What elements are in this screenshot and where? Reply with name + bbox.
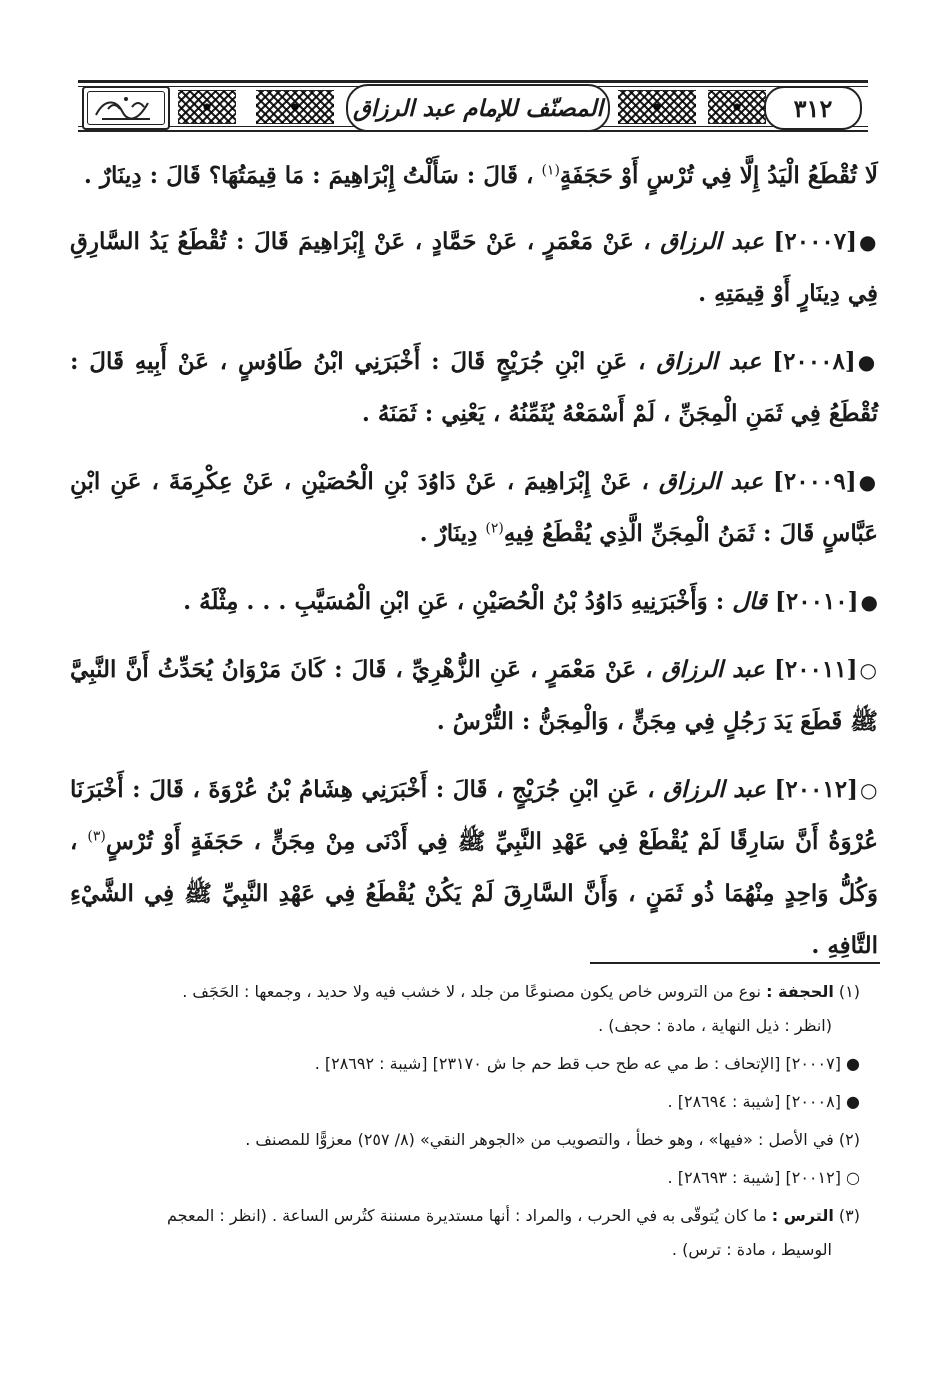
hadith-entry [70, 576, 878, 628]
hadith-entry [70, 336, 878, 440]
ornament-band-left [178, 90, 236, 124]
running-title: المصنّف للإمام عبد الرزاق [353, 94, 603, 122]
hadith-number: [٢٠٠١١] [773, 656, 858, 683]
hadith-entry [70, 764, 878, 972]
entry-marker: ● [857, 350, 878, 374]
footnote [78, 1199, 860, 1267]
page-number: ٣١٢ [793, 93, 833, 123]
footnote [78, 975, 860, 1043]
footnote-term: الترس : [771, 1206, 834, 1225]
hadith-text-after: دِينَارٌ . [419, 520, 478, 547]
footnote [78, 1047, 860, 1081]
hadith-number: [٢٠٠٠٧] [773, 228, 858, 255]
footnote [78, 1161, 860, 1195]
narrator-name: عبد الرزاق [658, 468, 764, 495]
main-text [70, 150, 878, 988]
narrator-name: عبد الرزاق [661, 656, 765, 683]
ornament-band-left-inner [256, 90, 334, 124]
narrator-name: عبد الرزاق [663, 776, 766, 803]
entry-marker: ● [858, 470, 878, 494]
book-logo-emblem [82, 86, 170, 130]
footnote-number: (٣) [838, 1206, 860, 1225]
footnote-text: [٢٠٠١٢] [شيبة : ٢٨٦٩٣] . [667, 1168, 841, 1187]
narrator-name: عبد الرزاق [660, 228, 764, 255]
page-number-box [764, 86, 862, 130]
paragraph-continuation [70, 150, 878, 202]
footnote-text: في الأصل : «فيها» ، وهو خطأ ، والتصويب من «الجوهر النقي» (٨/ ٢٥٧) معزوًّا للمصنف . [245, 1130, 834, 1149]
footnote-ref: (٢) [485, 520, 504, 537]
entry-marker: ○ [860, 778, 878, 802]
footnotes [78, 975, 860, 1271]
footnote-marker: ● [846, 1092, 860, 1111]
paragraph-text-after: ، قَالَ : سَأَلْتُ إِبْرَاهِيمَ : مَا قِيمَتُهَا؟ قَالَ : دِينَارٌ . [83, 162, 534, 189]
entry-marker: ● [860, 590, 878, 614]
running-header [78, 80, 868, 132]
footnote-number: (١) [838, 982, 860, 1001]
hadith-entry [70, 644, 878, 748]
hadith-text: ، عَنْ مَعْمَرٍ ، عَنِ الزُّهْرِيِّ ، قَالَ : كَانَ مَرْوَانُ يُحَدِّثُ أَنَّ النَّبِيَّ ﷺ قَطَعَ يَدَ رَجُلٍ فِي مِجَنٍّ ، وَالْمِجَنُّ : التُّرْسُ . [70, 656, 878, 735]
hadith-text: ، عَنِ ابْنِ جُرَيْجٍ قَالَ : أَخْبَرَنِي ابْنُ طَاوُسٍ ، عَنْ أَبِيهِ قَالَ : تُقْطَعُ فِي ثَمَنِ الْمِجَنِّ ، لَمْ أَسْمَعْهُ يُثَمِّنُهُ ، يَعْنِي : ثَمَنَهُ . [70, 348, 878, 427]
hadith-text: : وَأَخْبَرَنِيهِ دَاوُدُ بْنُ الْحُصَيْنِ ، عَنِ ابْنِ الْمُسَيَّبِ . . . مِثْلَهُ . [183, 588, 725, 615]
hadith-number: [٢٠٠١٢] [774, 776, 859, 803]
ornament-band-right-inner [618, 90, 696, 124]
footnote-text-continued: الوسيط ، مادة : ترس) . [671, 1240, 832, 1259]
entry-marker: ○ [859, 658, 878, 682]
hadith-text: ، عَنْ إِبْرَاهِيمَ ، عَنْ دَاوُدَ بْنِ الْحُصَيْنِ ، عَنْ عِكْرِمَةَ ، عَنِ ابْنِ عَبَّاسٍ قَالَ : ثَمَنُ الْمِجَنِّ الَّذِي يُقْطَعُ فِيهِ [70, 468, 878, 547]
footnote-marker: ○ [846, 1168, 860, 1187]
footnote-ref: (٣) [87, 828, 106, 845]
footnote-text: [٢٠٠٠٨] [شيبة : ٢٨٦٩٤] . [667, 1092, 841, 1111]
footnote-divider [590, 962, 880, 964]
hadith-text-after: ، وَكُلُّ وَاحِدٍ مِنْهُمَا ذُو ثَمَنٍ ، وَأَنَّ السَّارِقَ لَمْ يَكُنْ يُقْطَعُ فِي عَهْدِ النَّبِيِّ ﷺ فِي الشَّيْءِ التَّافِهِ . [70, 828, 878, 959]
footnote-ref: (١) [541, 162, 560, 179]
hadith-number: [٢٠٠٠٩] [773, 468, 857, 495]
hadith-number: [٢٠٠٠٨] [772, 348, 856, 375]
footnote-text: نوع من التروس خاص يكون مصنوعًا من جلد ، لا خشب فيه ولا حديد ، وجمعها : الحَجَف . [182, 982, 761, 1001]
footnote-marker: ● [846, 1054, 860, 1073]
hadith-entry [70, 216, 878, 320]
footnote-text-continued: (انظر : ذيل النهاية ، مادة : حجف) . [598, 1016, 832, 1035]
running-title-cartouche [346, 84, 610, 132]
hadith-text: ، عَنْ مَعْمَرٍ ، عَنْ حَمَّادٍ ، عَنْ إِبْرَاهِيمَ قَالَ : تُقْطَعُ يَدُ السَّارِقِ فِي دِينَارٍ أَوْ قِيمَتِهِ . [70, 228, 878, 307]
narrator-name: عبد الرزاق [656, 348, 762, 375]
narrator-name: قال [732, 588, 767, 615]
entry-marker: ● [859, 230, 878, 254]
footnote-text: ما كان يُتوقّى به في الحرب ، والمراد : أنها مستديرة مسننة كتُرس الساعة . (انظر : المعجم [167, 1206, 767, 1225]
paragraph-text: لَا تُقْطَعُ الْيَدُ إِلَّا فِي تُرْسٍ أَوْ حَجَفَةٍ [559, 162, 878, 189]
footnote [78, 1123, 860, 1157]
header-rule-top [78, 80, 868, 83]
ornament-band-right [708, 90, 766, 124]
hadith-number: [٢٠٠١٠] [774, 588, 859, 615]
footnote-term: الحجفة : [766, 982, 834, 1001]
hadith-entry [70, 456, 878, 560]
footnote [78, 1085, 860, 1119]
hadith-text: ، عَنِ ابْنِ جُرَيْجٍ ، قَالَ : أَخْبَرَنِي هِشَامُ بْنُ عُرْوَةَ ، قَالَ : أَخْبَرَنَا عُرْوَةُ أَنَّ سَارِقًا لَمْ يُقْطَعْ فِي عَهْدِ النَّبِيِّ ﷺ فِي أَدْنَى مِنْ مِجَنٍّ ، حَجَفَةٍ أَوْ تُرْسٍ [70, 776, 878, 855]
footnote-number: (٢) [838, 1130, 860, 1149]
calligraphy-logo-icon [88, 91, 164, 125]
footnote-text: [٢٠٠٠٧] [الإتحاف : ط مي عه طح حب قط حم جا ش ٢٣١٧٠] [شيبة : ٢٨٦٩٢] . [314, 1054, 841, 1073]
